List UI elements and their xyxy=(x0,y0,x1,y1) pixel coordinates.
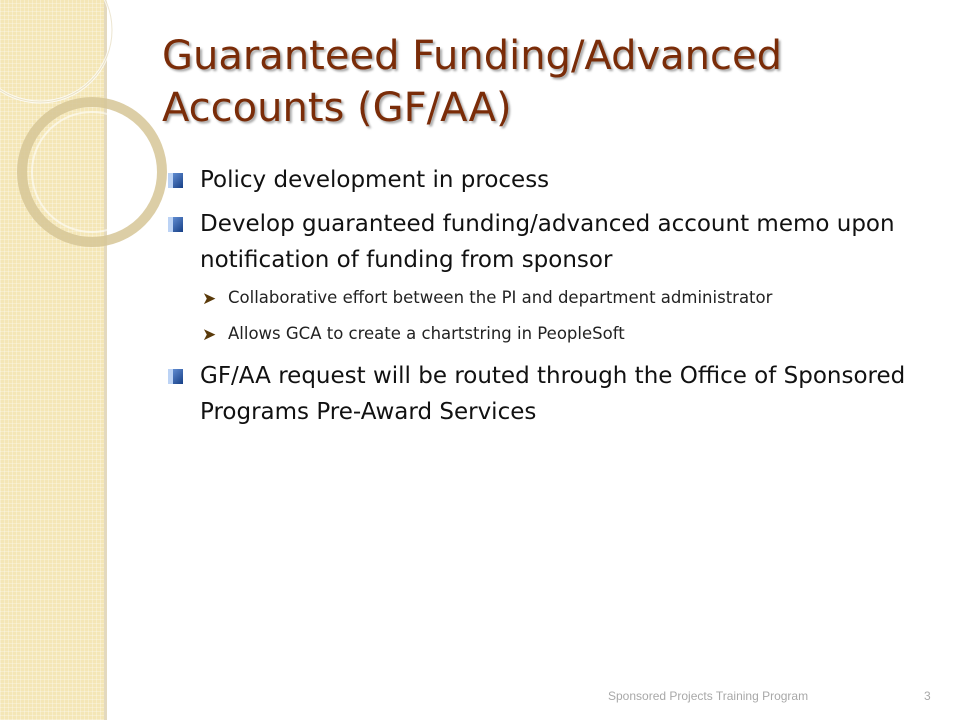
square-bullet-icon xyxy=(168,369,183,384)
bullet-item xyxy=(168,358,928,430)
arrow-bullet-icon: ➤ xyxy=(202,289,217,309)
footer-label: Sponsored Projects Training Program xyxy=(608,689,809,703)
sub-bullet-list xyxy=(168,286,928,346)
sub-bullet-item xyxy=(168,322,928,346)
arrow-bullet-icon: ➤ xyxy=(202,325,217,345)
bullet-item xyxy=(168,162,928,198)
sub-bullet-text: Allows GCA to create a chartstring in PeopleSoft xyxy=(228,324,625,343)
square-bullet-icon xyxy=(168,173,183,188)
bullet-list xyxy=(168,162,928,438)
bullet-text: Develop guaranteed funding/advanced account memo upon notification of funding from sponsor xyxy=(200,211,895,273)
sub-bullet-text: Collaborative effort between the PI and department administrator xyxy=(228,288,773,307)
square-bullet-icon xyxy=(168,217,183,232)
bullet-text: Policy development in process xyxy=(200,167,550,193)
slide-title: Guaranteed Funding/Advanced Accounts (GF/AA) xyxy=(162,33,782,131)
sub-bullet-item xyxy=(168,286,928,310)
bullet-item xyxy=(168,206,928,278)
page-number: 3 xyxy=(924,689,931,703)
bullet-text: GF/AA request will be routed through the Office of Sponsored Programs Pre-Award Services xyxy=(200,363,906,425)
